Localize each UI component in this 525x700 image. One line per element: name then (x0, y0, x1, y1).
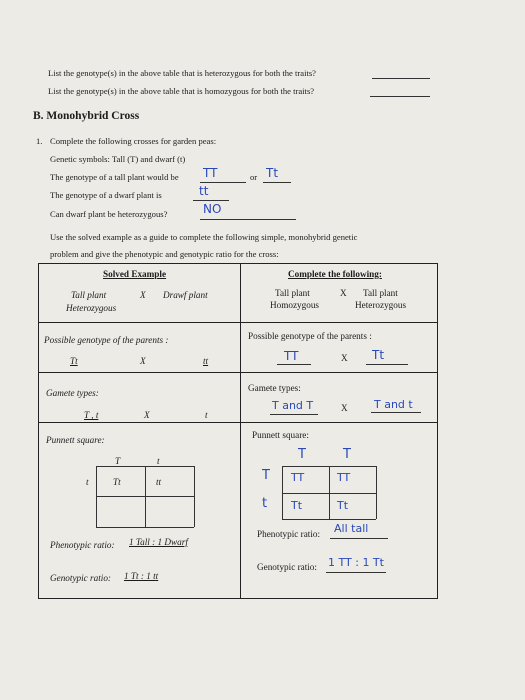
left-punnett-label: Punnett square: (46, 435, 105, 445)
instructions-line-1: Use the solved example as a guide to complete the following simple, monohybrid genetic (50, 232, 358, 242)
left-ps-col1: T (115, 456, 121, 466)
right-gamete1: T and T (272, 399, 314, 412)
right-ps-r1c2: TT (337, 471, 351, 484)
section-title: B. Monohybrid Cross (33, 110, 140, 122)
left-parent1-sub: Heterozygous (66, 303, 117, 313)
left-phenotypic-label: Phenotypic ratio: (50, 540, 115, 550)
tall-genotype-prompt: The genotype of a tall plant would be (50, 172, 179, 182)
right-geno1-line (277, 364, 311, 365)
left-ps-row1: t (86, 477, 89, 487)
right-ps-row2: t (262, 496, 268, 511)
tall-answer-2: Tt (266, 166, 279, 180)
right-ps-col1: T (298, 447, 306, 462)
left-geno2: tt (203, 356, 209, 366)
solved-example-header: Solved Example (103, 269, 167, 279)
dwarf-answer-line (193, 200, 229, 201)
left-ps-col2: t (157, 456, 160, 466)
right-gamete2-line (371, 412, 421, 413)
right-gamete-x: X (341, 403, 348, 413)
left-genotypic-label: Genotypic ratio: (50, 573, 111, 583)
right-phenotypic-label: Phenotypic ratio: (257, 529, 321, 539)
right-phenotypic-value: All tall (334, 522, 369, 535)
right-geno2-line (366, 364, 408, 365)
left-gamete1: T , t (84, 410, 99, 420)
tall-or: or (250, 172, 258, 182)
left-ps-cell1: Tt (113, 477, 121, 487)
right-possible-label: Possible genotype of the parents : (248, 331, 372, 341)
right-geno-x: X (341, 353, 348, 363)
right-genotypic-line (326, 572, 386, 573)
left-parent1: Tall plant (71, 290, 107, 300)
left-possible-label: Possible genotype of the parents : (44, 335, 169, 345)
instructions-line-2: problem and give the phenotypic and genotypic ratio for the cross: (50, 249, 279, 259)
right-cross: X (340, 288, 347, 298)
answer-blank-homozygous[interactable] (370, 96, 430, 97)
left-genotypic-value: 1 Tt : 1 tt (124, 571, 159, 581)
right-parent2: Tall plant (363, 288, 398, 298)
right-gamete1-line (270, 414, 318, 415)
right-genotypic-label: Genotypic ratio: (257, 562, 317, 572)
complete-following-header: Complete the following: (288, 269, 382, 279)
left-ps-cell2: tt (156, 477, 162, 487)
right-gamete-label: Gamete types: (248, 383, 301, 393)
right-ps-row1: T (262, 468, 270, 483)
dwarf-genotype-prompt: The genotype of a dwarf plant is (50, 190, 162, 200)
left-gamete-x: X (144, 410, 150, 420)
question-heterozygous: List the genotype(s) in the above table that is heterozygous for both the traits? (48, 68, 317, 78)
item-number: 1. (36, 136, 43, 146)
right-ps-col2: T (343, 447, 351, 462)
left-geno-x: X (140, 356, 146, 366)
hetero-question: Can dwarf plant be heterozygous? (50, 209, 168, 219)
question-homozygous: List the genotype(s) in the above table that is homozygous for both the traits? (48, 86, 315, 96)
tall-answer-1-line (200, 182, 246, 183)
answer-blank-heterozygous[interactable] (372, 78, 430, 79)
left-gamete2: t (205, 410, 208, 420)
left-geno1: Tt (70, 356, 78, 366)
genetic-symbols: Genetic symbols: Tall (T) and dwarf (t) (50, 154, 186, 164)
dwarf-answer: tt (199, 184, 209, 198)
left-cross: X (140, 290, 146, 300)
left-phenotypic-value: 1 Tall : 1 Dwarf (129, 537, 188, 547)
right-ps-r2c1: Tt (291, 499, 303, 512)
right-geno1: TT (284, 349, 299, 363)
tall-answer-2-line (263, 182, 291, 183)
hetero-answer-line (200, 219, 296, 220)
right-phenotypic-line (330, 538, 388, 539)
left-parent2: Drawf plant (163, 290, 208, 300)
right-gamete2: T and t (374, 398, 413, 411)
right-parent1: Tall plant (275, 288, 310, 298)
right-parent2-sub: Heterozygous (355, 300, 407, 310)
tall-answer-1: TT (203, 166, 218, 180)
right-genotypic-value: 1 TT : 1 Tt (328, 556, 384, 569)
left-gamete-label: Gamete types: (46, 388, 99, 398)
intro-text: Complete the following crosses for garden peas: (50, 136, 217, 146)
right-ps-r2c2: Tt (337, 499, 349, 512)
right-ps-r1c1: TT (291, 471, 305, 484)
right-parent1-sub: Homozygous (270, 300, 319, 310)
right-geno2: Tt (372, 348, 385, 362)
right-punnett-label: Punnett square: (252, 430, 309, 440)
hetero-answer: NO (203, 202, 222, 216)
